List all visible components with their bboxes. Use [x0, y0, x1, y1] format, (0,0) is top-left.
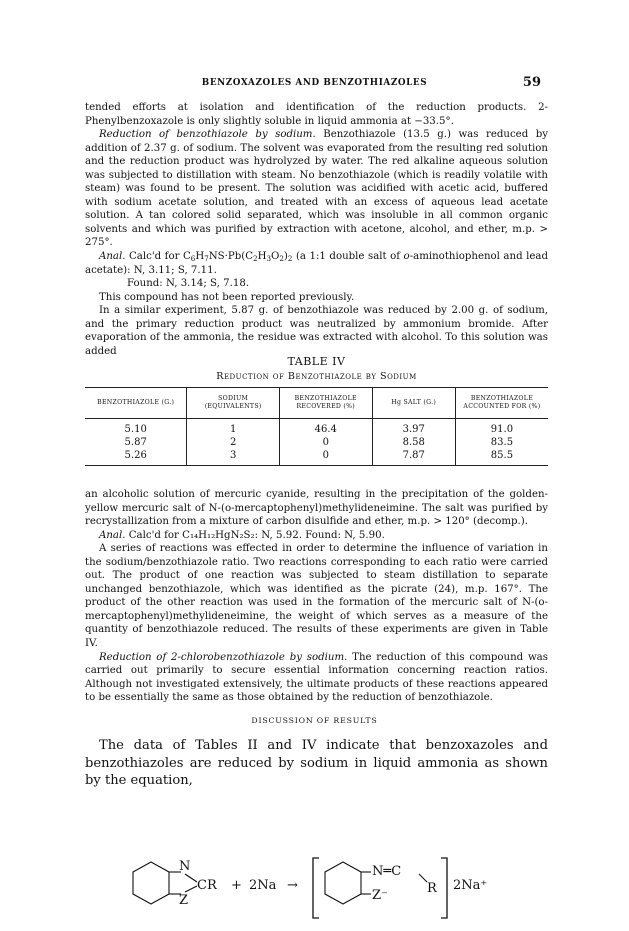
plus-sign: + — [231, 878, 242, 893]
table-row — [85, 449, 548, 466]
paragraph-heading: Reduction of 2-chlorobenzothiazole by sodium. — [99, 651, 348, 663]
data-table — [85, 387, 548, 466]
discussion-text — [85, 737, 548, 790]
anal-label: Anal. — [99, 529, 126, 541]
col-header-benzothiazole: BENZOTHIAZOLE (G.) — [85, 388, 187, 419]
benzene-ring-left — [133, 862, 169, 904]
table-iv — [85, 355, 548, 466]
z-anion: Z⁻ — [372, 888, 388, 903]
r-group: R — [427, 881, 437, 896]
benzene-ring-right — [325, 862, 361, 904]
col-header-accounted: BENZOTHIAZOLE ACCOUNTED FOR (%) — [455, 388, 548, 419]
page-number: 59 — [522, 75, 541, 90]
paragraph-mercuric-cyanide: an alcoholic solution of mercuric cyanide, resulting in the precipitation of the golden-yellow mercuric salt of N-(o-mercaptophenyl)methylideneimine. The salt was purified by recrystallization from a mixture of carbon disulfide and ether, m.p. > 120° (decomp.). — [85, 489, 548, 528]
section-heading: DISCUSSION OF RESULTS — [251, 716, 378, 725]
body-top — [85, 101, 548, 358]
anal-text: Calc'd for C₁₄H₁₂HgN₂S₂: N, 5.92. Found: N, 5.90. — [125, 529, 385, 541]
col-header-sodium: SODIUM (EQUIVALENTS) — [187, 388, 280, 419]
paragraph-not-reported: This compound has not been reported previously. — [99, 291, 355, 303]
table-row — [85, 436, 548, 449]
col-header-hg-salt: Hg SALT (G.) — [372, 388, 455, 419]
paragraph-benzothiazole-reduction — [85, 128, 548, 250]
running-head — [0, 75, 629, 92]
anal-text: Calc'd for $C_6H_7NS\cdot Pb(C_2H_3O_2)_2$ (a 1:1 double salt of o-aminothiophenol and lead acetate): N, 3.11; S, 7.11. — [85, 251, 548, 276]
table-cell: 3.97 — [372, 419, 455, 437]
table-cell: 2 — [187, 436, 280, 449]
table-cell: 0 — [279, 449, 372, 466]
running-title: BENZOXAZOLES AND BENZOTHIAZOLES — [201, 78, 428, 88]
anal-label: Anal. — [99, 251, 126, 263]
paragraph-continuation: tended efforts at isolation and identification of the reduction products. 2-Phenylbenzoxazole is only slightly soluble in liquid ammonia at −33.5°. — [85, 102, 548, 127]
paragraph-similar-experiment: In a similar experiment, 5.87 g. of benzothiazole was reduced by 2.00 g. of sodium, and the primary reduction product was neutralized by ammonium bromide. After evaporation of the ammonia, the residue was extracted with alcohol. To this solution was added — [85, 305, 548, 357]
table-cell: 91.0 — [490, 424, 514, 435]
reagent-sodium: 2Na — [249, 878, 277, 893]
col-header-recovered: BENZOTHIAZOLE RECOVERED (%) — [279, 388, 372, 419]
table-cell: 8.58 — [372, 436, 455, 449]
table-cell: 85.5 — [455, 449, 548, 466]
table-row — [85, 419, 548, 437]
reaction-arrow: → — [287, 878, 298, 893]
atom-n: N — [179, 859, 191, 874]
table-cell: 1 — [187, 419, 280, 437]
paragraph-body: Benzothiazole (13.5 g.) was reduced by addition of 2.37 g. of sodium. The solvent was evaporated from the resulting red solution and the reduction product was hydrolyzed by water. The red alkaline aqueous solution was subjected to distillation with steam. No benzothiazole (which is readily volatile with steam) was found to be present. The solution was acidified with acetic acid, buffered with sodium acetate solution, and treated with an excess of aqueous lead acetate solution. A tan colored solid separated, which was insoluble in all common organic solvents and which was purified by extraction with acetone, alcohol, and ether, m.p. > 275°. — [85, 129, 549, 249]
reaction-equation — [115, 852, 535, 924]
table-cell: 83.5 — [490, 437, 514, 448]
table-cell: 7.87 — [372, 449, 455, 466]
paragraph-series-reactions: A series of reactions was effected in order to determine the influence of variation in the sodium/benzothiazole ratio. Two reactions corresponding to each ratio were carried out. The product of one reaction was subjected to steam distillation to separate unchanged benzothiazole, which was identified as the picrate (24), m.p. 167°. The product of the other reaction was used in the formation of the mercuric salt of N-(o-mercaptophenyl)methylideneimine, the weight of which serves as a measure of the quantity of benzothiazole reduced. The results of these experiments are given in Table IV. — [85, 543, 548, 650]
table-header-row — [85, 388, 548, 419]
paragraph-body: The reduction of this compound was carried out primarily to secure essential information concerning reaction ratios. Although not investigated extensively, the ultimate products of these reactions appeared to be essentially the same as those obtained by the reduction of benzothiazole. — [85, 651, 548, 704]
azole-ring-left — [169, 872, 197, 894]
table-cell: 3 — [187, 449, 280, 466]
table-cell: 46.4 — [279, 419, 372, 437]
discussion-paragraph: The data of Tables II and IV indicate that benzoxazoles and benzothiazoles are reduced by sodium in liquid ammonia as shown by the equation, — [85, 738, 548, 788]
table-cell: 5.26 — [85, 449, 187, 466]
atom-z: Z — [179, 893, 189, 908]
product-counterion: 2Na⁺ — [453, 878, 488, 893]
bracket-right — [441, 858, 447, 918]
table-cell: 0 — [279, 436, 372, 449]
table-subtitle: Reduction of Benzothiazole by Sodium — [216, 371, 417, 382]
table-title: TABLE IV — [287, 355, 346, 368]
analysis-calc-1 — [85, 250, 548, 277]
paragraph-chlorobenzothiazole — [85, 651, 548, 705]
table-cell: 5.87 — [85, 436, 187, 449]
table-cell: 5.10 — [85, 419, 187, 437]
paragraph-heading: Reduction of benzothiazole by sodium. — [99, 129, 316, 141]
analysis-calc-2 — [85, 529, 548, 543]
body-bottom — [85, 488, 548, 705]
imine-group: N═C — [372, 864, 402, 879]
analysis-found-1: Found: N, 3.14; S, 7.18. — [127, 278, 250, 290]
group-cr: CR — [197, 878, 217, 893]
bracket-left — [313, 858, 319, 918]
